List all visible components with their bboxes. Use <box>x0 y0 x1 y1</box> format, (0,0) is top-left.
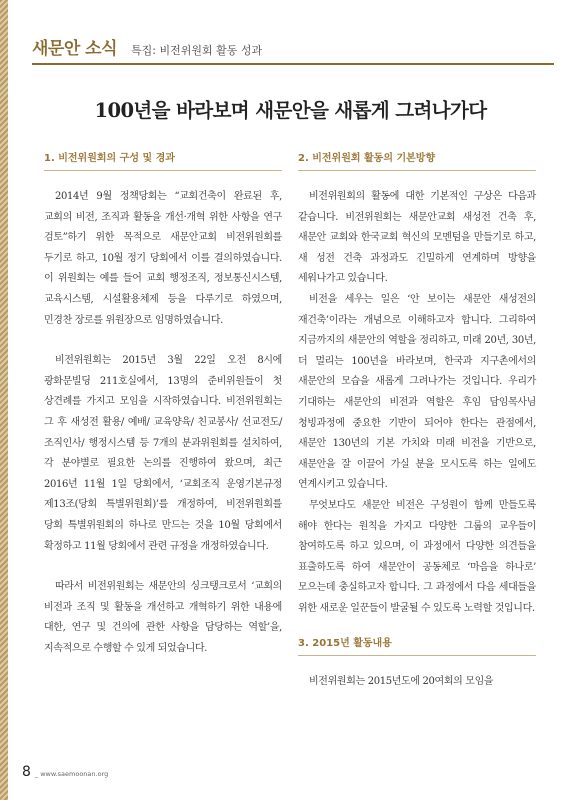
right-paragraph-2: 비전을 세우는 일은 ‘안 보이는 새문안 새성전의 재건축’이라는 개념으로 이해하고자 합니다. 그리하여 지금까지의 새문안의 역할을 정리하고, 미래 20년, 30년, 더 멀리는 100년을 바라보며, 한국과 지구촌에서의 새문안의 모습을 새롭게 그려나가는 것입니다. 우리가 기대하는 새문안의 비전과 역할은 후임 담임목사님 청빙과정에 중요한 기반이 되어야 한다는 관점에서, 새문안 130년의 기본 가치와 미래 비전을 기반으로, 새문안을 잘 이끌어 가실 분을 모시도록 하는 일에도 연계시키고 있습니다. <box>298 293 536 491</box>
section-2-divider <box>298 170 536 171</box>
section-1-heading: 1. 비전위원회의 구성 및 경과 <box>44 153 175 164</box>
left-paragraph-2: 비전위원회는 2015년 3월 22일 오전 8시에 광화문빌딩 211호실에서, 13명의 준비위원들이 첫 상견례를 가지고 모임을 시작하였습니다. 비전위원회는 그 후 새성전 활용/ 예배/ 교육양육/ 친교봉사/ 선교전도/ 조직인사/ 행정시스템 등 7개의 분과위원회를 설치하여, 각 분야별로 필요한 논의를 진행하여 왔으며, 최근 2016년 11월 1일 당회에서, ‘교회조직 운영기본규정 제13조(당회 특별위원회)’를 개정하여, 비전위원회를 당회 특별위원회의 하나로 만드는 것을 10월 당회에서 확정하고 11월 당회에서 관련 규정을 개정하였습니다. <box>44 355 282 552</box>
right-paragraph-3: 무엇보다도 새문안 비전은 구성원이 함께 만들도록 해야 한다는 원칙을 가지고 다양한 그룹의 교우들이 참여하도록 하고 있으며, 이 과정에서 다양한 의견들을 표출하도록 하여 새문안이 공동체로 ‘마음을 하나로’ 모으는데 충실하고자 합니다. 그 과정에서 다음 세대들을 위한 새로운 일꾼들이 발굴될 수 있도록 노력할 것입니다. <box>298 499 536 614</box>
right-paragraph-4: 비전위원회는 2015년도에 20여회의 모임을 <box>309 676 494 688</box>
section-3-divider <box>298 655 536 656</box>
page-header <box>32 34 552 62</box>
header-divider <box>32 63 554 65</box>
section-subtitle: 특집: 비전위원회 활동 성과 <box>131 44 263 57</box>
page-number: 8 <box>22 764 31 780</box>
section-2-heading: 2. 비전위원회 활동의 기본방향 <box>298 153 436 164</box>
section-1-divider <box>44 170 282 171</box>
right-paragraph-1: 비전위원회의 활동에 대한 기본적인 구상은 다음과 같습니다. 비전위원회는 새문안교회 새성전 건축 후, 새문안 교회와 한국교회 혁신의 모멘텀을 만들기로 하고, 새 성전 건축 과정과도 긴밀하게 연계하며 방향을 세워나가고 있습니다. <box>298 191 536 285</box>
left-paragraph-3: 따라서 비전위원회는 새문안의 싱크탱크로서 ‘교회의 비전과 조직 및 활동을 개선하고 개혁하기 위한 내용에 대한, 연구 및 건의에 관한 사항을 담당하는 역할’을, 지속적으로 수행할 수 있게 되었습니다. <box>44 581 282 654</box>
left-column <box>44 150 282 659</box>
page-footer <box>22 764 108 780</box>
left-paragraph-1: 2014년 9월 정책당회는 “교회건축이 완료된 후, 교회의 비전, 조직과 활동을 개선·개혁 위한 사항을 연구 검토”하기 위한 목적으로 새문안교회 비전위원회를 두기로 하고, 10월 정기 당회에서 이를 결의하였습니다. 이 위원회는 예를 들어 교회 행정조직, 정보통신시스템, 교육시스템, 시설활용체제 등을 다루기로 하였으며, 민경찬 장로를 위원장으로 임명하였습니다. <box>44 191 282 326</box>
article-title: 100년을 바라보며 새문안을 새롭게 그려나가다 <box>94 99 487 122</box>
section-3-heading: 3. 2015년 활동내용 <box>298 638 392 650</box>
footer-url: _ www.saemoonan.org <box>34 770 109 778</box>
right-column <box>298 150 536 693</box>
section-label: 새문안 소식 <box>32 39 118 59</box>
